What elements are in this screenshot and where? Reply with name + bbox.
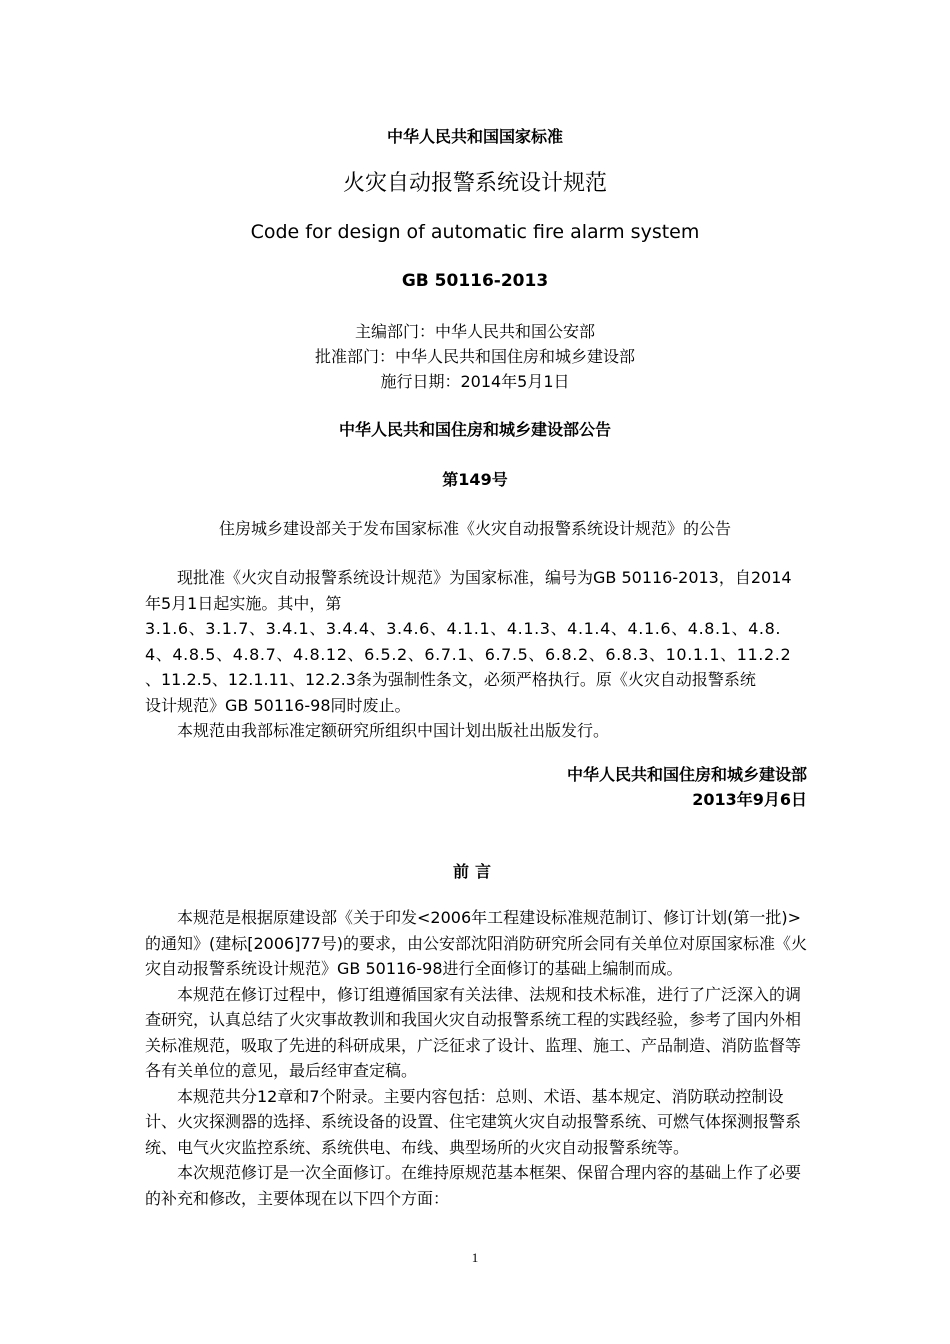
notice-line: 4、4.8.5、4.8.7、4.8.12、6.5.2、6.7.1、6.7.5、6.8.2、6.8.3、10.1.1、11.2.2 xyxy=(145,644,792,664)
document-meta xyxy=(0,319,950,394)
notice-body xyxy=(145,565,809,744)
preface-title: 前言 xyxy=(452,862,497,881)
preface-paragraph: 本规范共分12章和7个附录。主要内容包括：总则、术语、基本规定、消防联动控制设计、火灾探测器的选择、系统设备的设置、住宅建筑火灾自动报警系统、可燃气体探测报警系统、电气火灾监控系统、系统供电、布线、典型场所的火灾自动报警系统等。 xyxy=(145,1086,802,1157)
notice-title: 住房城乡建设部关于发布国家标准《火灾自动报警系统设计规范》的公告 xyxy=(218,519,731,538)
sign-date: 2013年9月6日 xyxy=(692,790,807,809)
preface-paragraph: 本规范在修订过程中，修订组遵循国家有关法律、法规和技术标准，进行了广泛深入的调查研究，认真总结了火灾事故教训和我国火灾自动报警系统工程的实践经验，参考了国内外相关标准规范，吸取了先进的科研成果，广泛征求了设计、监理、施工、产品制造、消防监督等各有关单位的意见，最后经审查定稿。 xyxy=(145,984,802,1080)
notice-line: 现批准《火灾自动报警系统设计规范》为国家标准，编号为GB 50116-2013，自2014 xyxy=(177,568,792,587)
english-title: Code for design of automatic fire alarm system xyxy=(250,221,700,243)
page-number: 1 xyxy=(471,1250,479,1265)
notice-line: 年5月1日起实施。其中，第 xyxy=(145,593,342,613)
document-title: 火灾自动报警系统设计规范 xyxy=(342,171,607,196)
chief-editor: 主编部门：中华人民共和国公安部 xyxy=(354,322,595,341)
notice-number: 第149号 xyxy=(442,470,508,489)
notice-line: 设计规范》GB 50116-98同时废止。 xyxy=(145,695,411,715)
notice-line: 、11.2.5、12.1.11、12.2.3条为强制性条文，必须严格执行。原《火灾自动报警系统 xyxy=(145,670,756,689)
approver: 批准部门：中华人民共和国住房和城乡建设部 xyxy=(314,347,635,366)
standard-type: 中华人民共和国国家标准 xyxy=(386,127,563,146)
signer: 中华人民共和国住房和城乡建设部 xyxy=(566,765,807,784)
standard-code: GB 50116-2013 xyxy=(401,271,549,291)
notice-heading: 中华人民共和国住房和城乡建设部公告 xyxy=(338,420,611,439)
preface-paragraph: 本规范是根据原建设部《关于印发<2006年工程建设标准规范制订、修订计划(第一批)>的通知》(建标[2006]77号)的要求，由公安部沈阳消防研究所会同有关单位对原国家标准《火灾自动报警系统设计规范》GB 50116-98进行全面修订的基础上编制而成。 xyxy=(145,908,808,978)
notice-line: 3.1.6、3.1.7、3.4.1、3.4.4、3.4.6、4.1.1、4.1.3、4.1.4、4.1.6、4.8.1、4.8. xyxy=(145,619,782,638)
notice-paragraph: 本规范由我部标准定额研究所组织中国计划出版社出版发行。 xyxy=(177,721,610,740)
effective-date: 施行日期：2014年5月1日 xyxy=(380,372,570,391)
preface-paragraph: 本次规范修订是一次全面修订。在维持原规范基本框架、保留合理内容的基础上作了必要的补充和修改，主要体现在以下四个方面： xyxy=(145,1163,802,1208)
preface-body xyxy=(145,905,809,1211)
signature-block xyxy=(145,762,807,812)
